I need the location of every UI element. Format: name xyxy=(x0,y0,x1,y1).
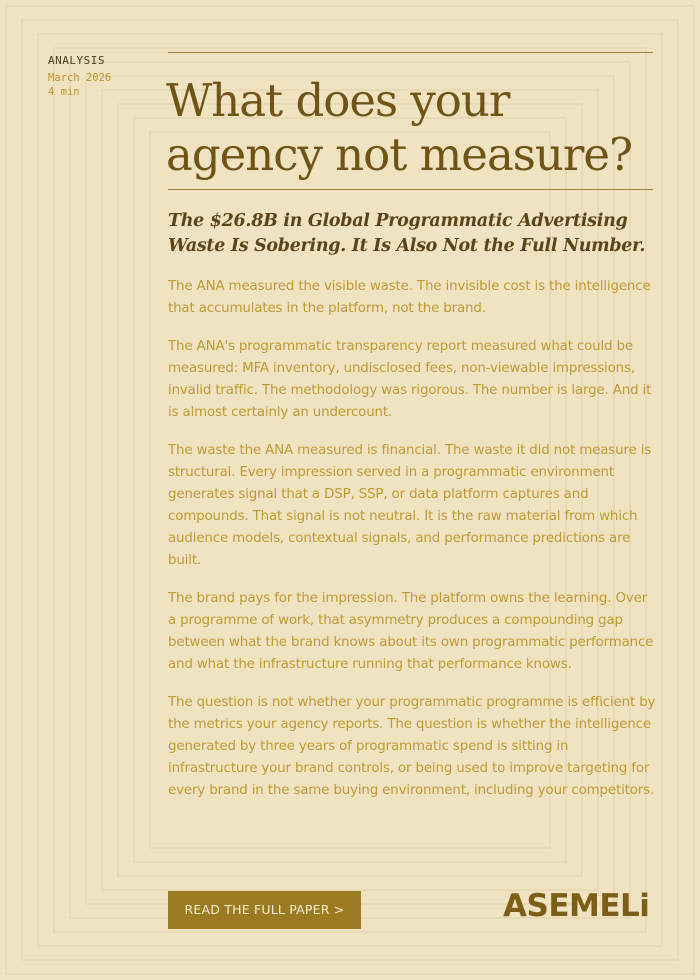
top-divider xyxy=(168,52,653,53)
body-paragraph: The ANA measured the visible waste. The invisible cost is the intelligence that accumulates in the platform, not the brand. xyxy=(168,279,651,316)
body-paragraph: The question is not whether your programmatic programme is efficient by the metrics your agency reports. The question is whether the intelligence generated by three years of programmatic spend is sitting in infrastructure your brand controls, or being used to improve targeting for every brand in the same buying environment, including your competitors. xyxy=(168,695,656,798)
article-body xyxy=(168,276,656,818)
headline-divider xyxy=(168,189,653,190)
article-meta xyxy=(48,54,111,98)
read-time: 4 min xyxy=(48,86,80,98)
category-label: ANALYSIS xyxy=(48,54,105,67)
article-subheadline: The $26.8B in Global Programmatic Advertising Waste Is Sobering. It Is Also Not the Full Number. xyxy=(168,211,646,256)
brand-logo[interactable]: ASEMELi xyxy=(503,888,650,924)
article-headline: What does your agency not measure? xyxy=(166,74,633,181)
publish-date: March 2026 xyxy=(48,72,112,84)
read-full-paper-button[interactable]: READ THE FULL PAPER > xyxy=(168,891,361,929)
body-paragraph: The brand pays for the impression. The platform owns the learning. Over a programme of work, that asymmetry produces a compounding gap between what the brand knows about its own programmatic performance and what the infrastructure running that performance knows. xyxy=(168,591,654,672)
body-paragraph: The ANA's programmatic transparency report measured what could be measured: MFA inventory, undisclosed fees, non-viewable impressions, invalid traffic. The methodology was rigorous. The number is large. And it is almost certainly an undercount. xyxy=(168,339,652,420)
body-paragraph: The waste the ANA measured is financial. The waste it did not measure is structural. Every impression served in a programmatic environment generates signal that a DSP, SSP, or data platform captures and compounds. That signal is not neutral. It is the raw material from which audience models, contextual signals, and performance predictions are built. xyxy=(168,443,652,568)
